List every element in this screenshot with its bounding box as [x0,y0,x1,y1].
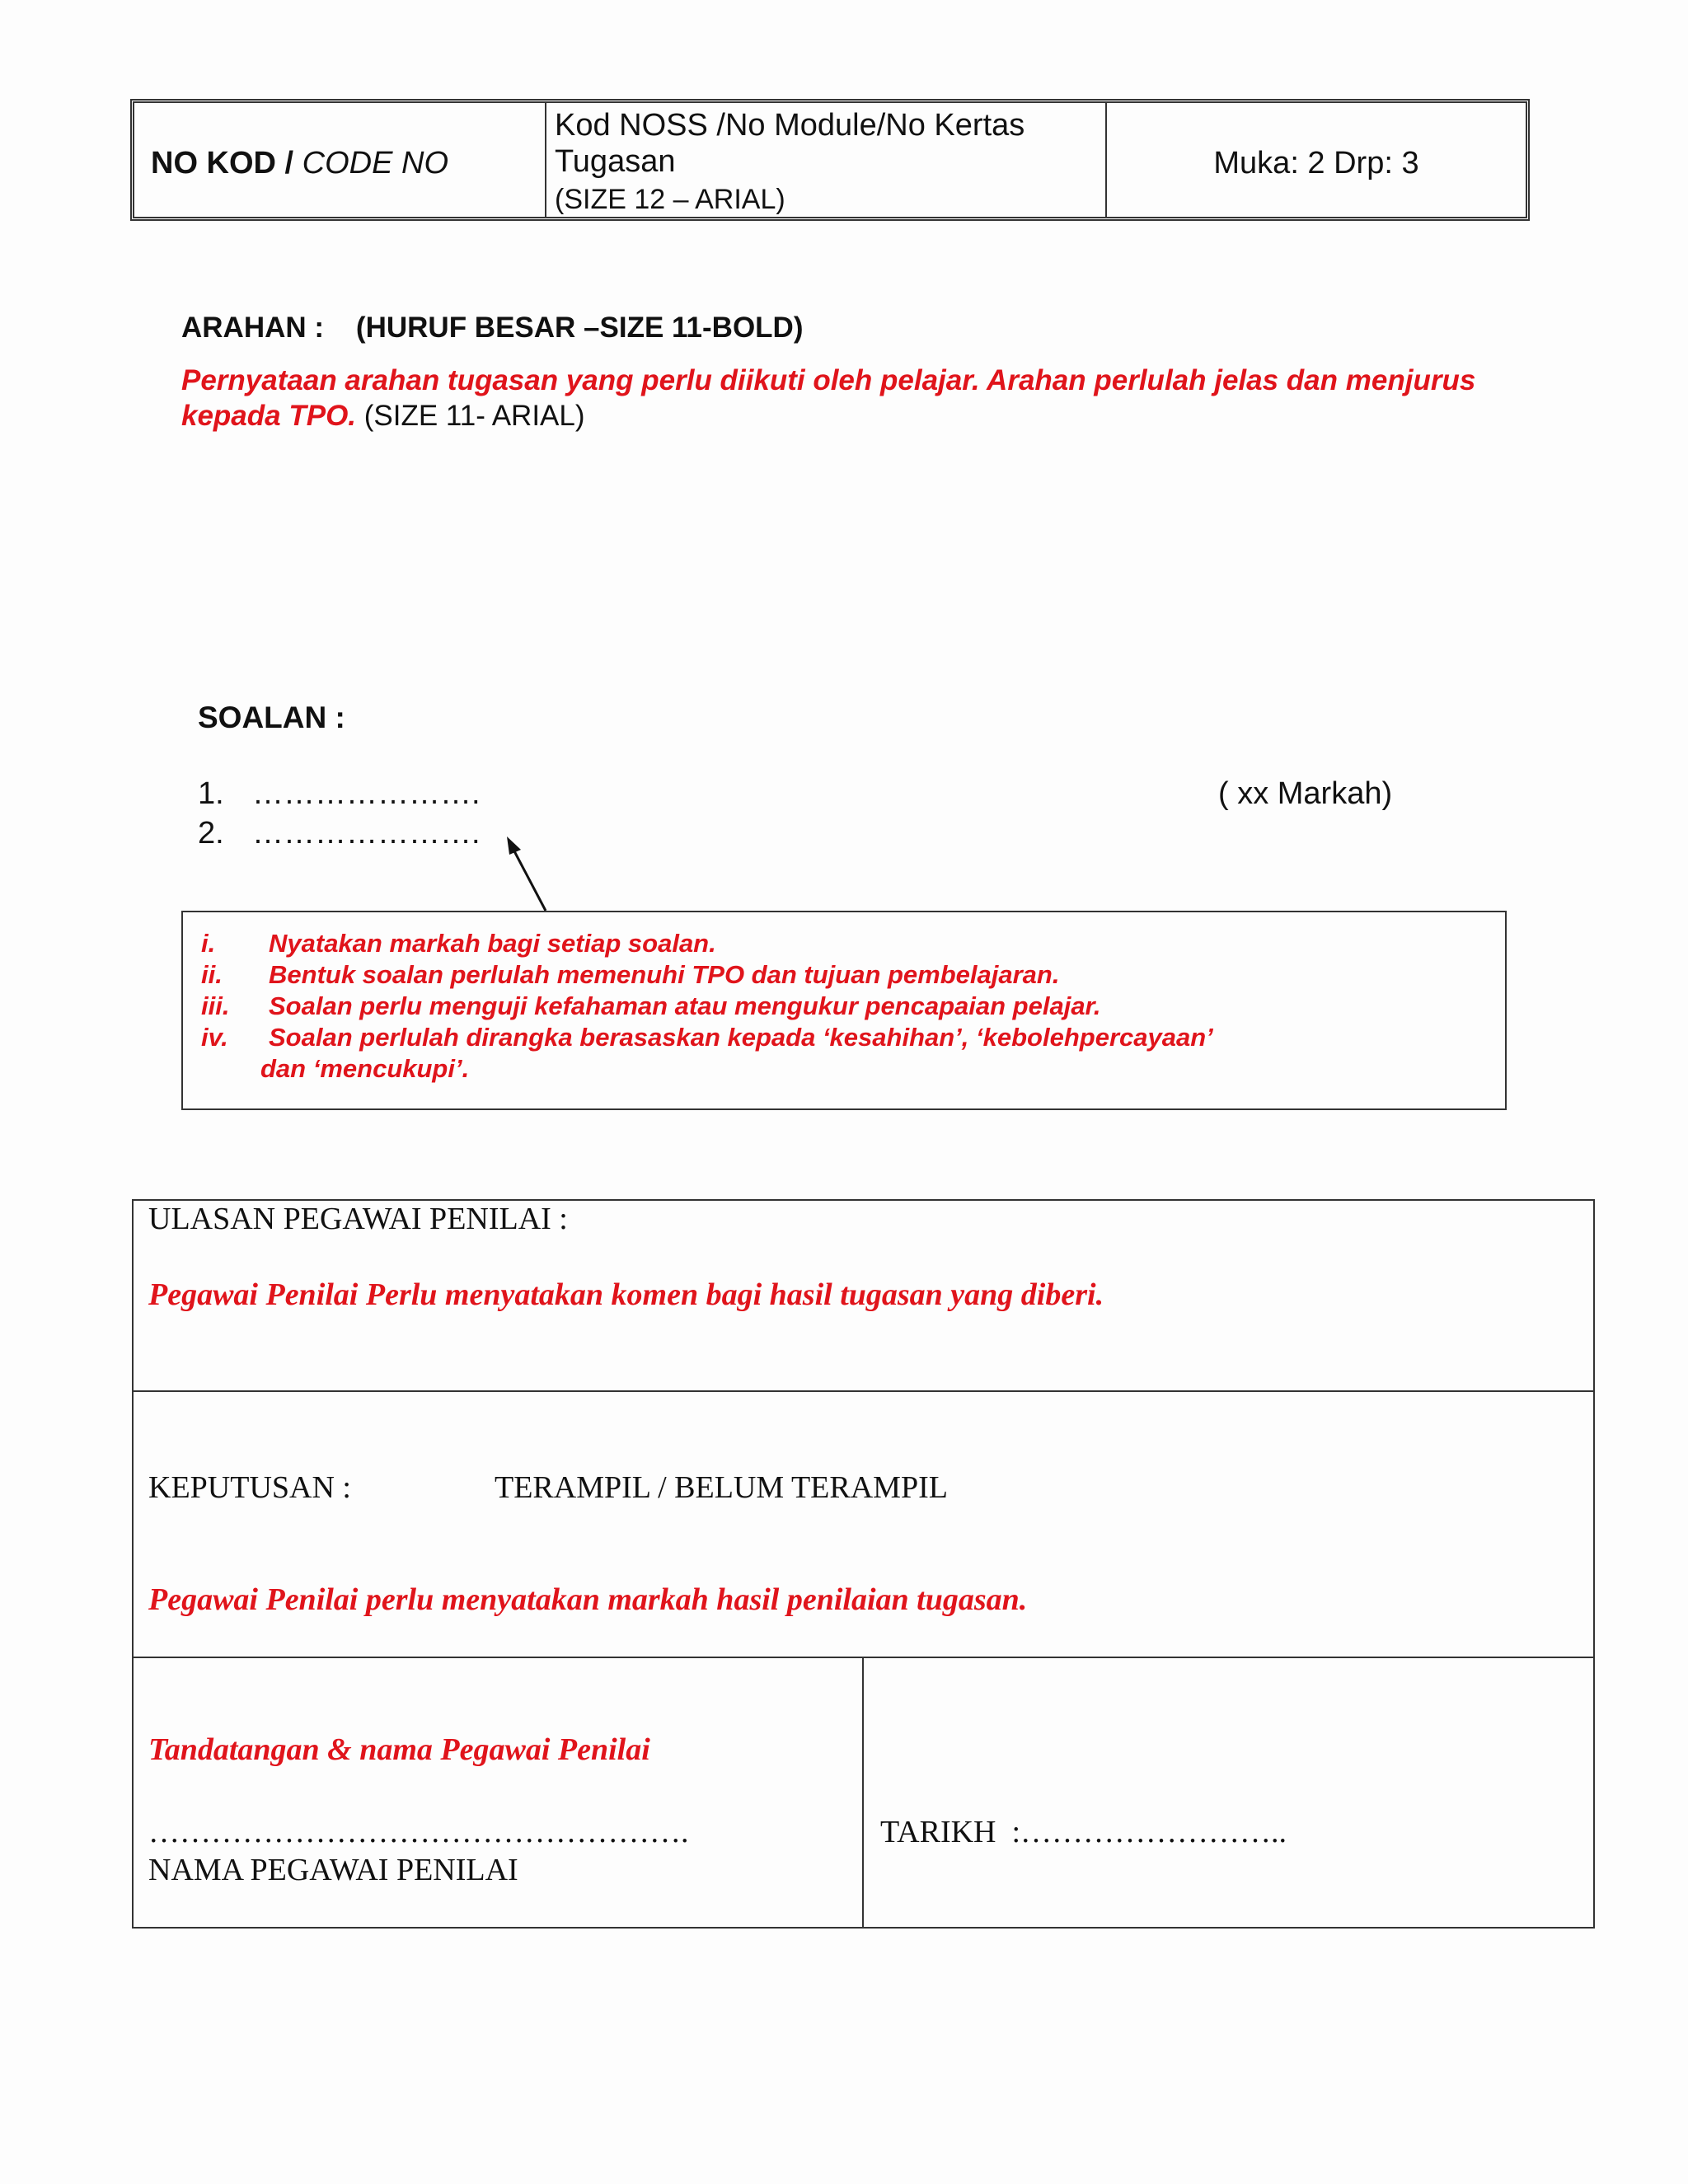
question-1-dots: …………………. [252,776,481,811]
header-code-cell [134,103,546,217]
note-4-number: iv. [201,1023,228,1052]
pointer-arrow-icon [495,828,560,919]
header-table [130,99,1530,221]
note-3-number: iii. [201,991,230,1020]
ulasan-note: Pegawai Penilai Perlu menyatakan komen bagi hasil tugasan yang diberi. [148,1277,1104,1312]
question-2-number: 2. [198,816,224,851]
column-divider [862,1657,864,1927]
marks-label: ( xx Markah) [1218,776,1393,811]
question-2-dots: …………………. [252,816,481,851]
code-no-label: NO KOD / CODE NO [151,146,449,180]
ulasan-label: ULASAN PEGAWAI PENILAI : [148,1202,568,1236]
header-noss-cell [546,103,1107,217]
arahan-body [181,363,1566,434]
signature-line: ……………………………………………. [148,1815,689,1849]
keputusan-options: TERAMPIL / BELUM TERAMPIL [495,1470,948,1505]
assessment-table [132,1199,1595,1929]
tarikh-label: TARIKH :…………………….. [880,1815,1287,1849]
arahan-size-note: (SIZE 11- ARIAL) [356,400,585,432]
keputusan-label: KEPUTUSAN : [148,1470,351,1505]
signature-note: Tandatangan & nama Pegawai Penilai [148,1732,650,1767]
note-4-text: Soalan perlulah dirangka berasaskan kepada ‘kesahihan’, ‘kebolehpercayaan’ [269,1023,1213,1052]
noss-size-note: (SIZE 12 – ARIAL) [555,184,785,215]
note-2-text: Bentuk soalan perlulah memenuhi TPO dan tujuan pembelajaran. [269,960,1060,989]
note-4-continuation: dan ‘mencukupi’. [260,1054,470,1083]
header-page-cell [1107,103,1526,217]
note-2-number: ii. [201,960,223,989]
note-1-number: i. [201,929,216,958]
noss-line-1: Kod NOSS /No Module/No Kertas [555,108,1025,143]
question-guidelines-box [181,911,1507,1110]
soalan-heading: SOALAN : [198,701,345,734]
markah-note: Pegawai Penilai perlu menyatakan markah hasil penilaian tugasan. [148,1582,1028,1617]
note-1-text: Nyatakan markah bagi setiap soalan. [269,929,716,958]
row-divider [134,1390,1593,1392]
noss-line-2: Tugasan [555,144,676,179]
arahan-heading: ARAHAN : (HURUF BESAR –SIZE 11-BOLD) [181,312,804,344]
page-number: Muka: 2 Drp: 3 [1213,146,1419,180]
question-1-number: 1. [198,776,224,811]
note-3-text: Soalan perlu menguji kefahaman atau mengukur pencapaian pelajar. [269,991,1101,1020]
nama-pegawai-label: NAMA PEGAWAI PENILAI [148,1853,518,1887]
arahan-instruction: Pernyataan arahan tugasan yang perlu diikuti oleh pelajar. Arahan perlulah jelas dan menjurus kepada TPO. [181,364,1476,432]
